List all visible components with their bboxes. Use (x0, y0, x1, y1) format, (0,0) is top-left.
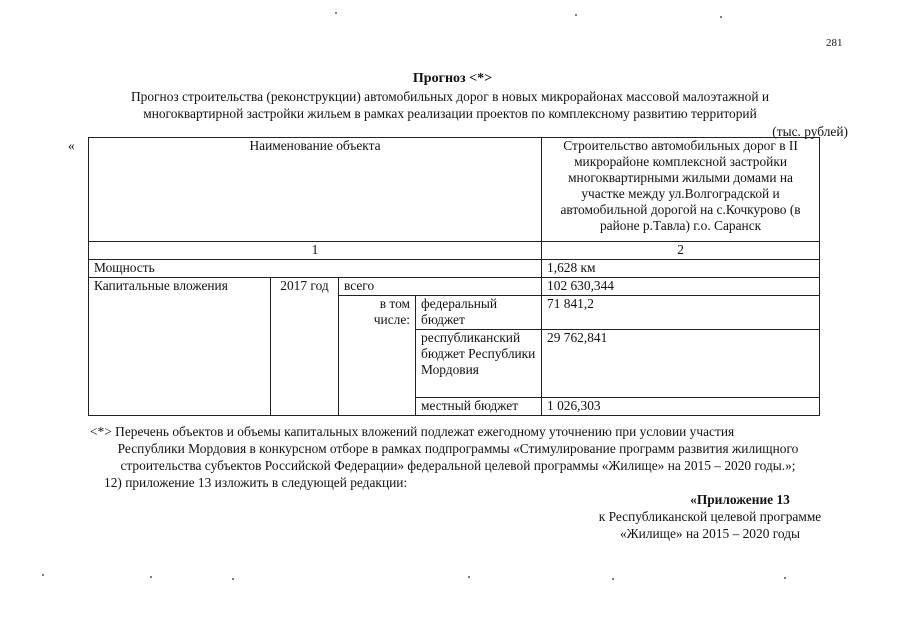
local-label: местный бюджет (416, 398, 542, 416)
appendix-line-2: «Жилище» на 2015 – 2020 годы (619, 526, 801, 541)
total-label: всего (339, 278, 542, 296)
total-value: 102 630,344 (542, 278, 820, 296)
federal-label: федеральный бюджет (416, 296, 542, 330)
subtitle-line-1: Прогноз строительства (реконструкции) автомобильных дорог в новых микрорайонах массовой малоэтажной и (131, 89, 769, 104)
document-title: Прогноз <*> (412, 71, 493, 86)
unit-label: (тыс. рублей) (772, 124, 848, 139)
republic-label: республиканский бюджет Республики Мордовия (416, 330, 542, 398)
including-label: в том числе: (339, 296, 416, 416)
header-name-cell: Наименование объекта (89, 138, 542, 242)
footnote-line-3: строительства субъектов Российской Федерации» федеральной целевой программы «Жилище» на 2015 – 2020 годы.»; (120, 458, 796, 473)
column-number-1: 1 (89, 242, 542, 260)
footnote-line-2: Республики Мордовия в конкурсном отборе в рамках подпрограммы «Стимулирование программ развития жилищного (117, 441, 799, 456)
amendment-line: 12) приложение 13 изложить в следующей редакции: (104, 475, 408, 490)
forecast-table (88, 137, 820, 416)
footnote-block (68, 423, 848, 491)
capacity-label: Мощность (89, 260, 542, 278)
document-subtitle (60, 88, 840, 122)
column-number-2: 2 (542, 242, 820, 260)
opening-quote: « (68, 138, 75, 153)
year-cell: 2017 год (271, 278, 339, 416)
footnote-line-1: <*> Перечень объектов и объемы капитальных вложений подлежат ежегодному уточнению при условии участия (90, 424, 735, 439)
appendix-title: «Приложение 13 (690, 492, 790, 507)
federal-value: 71 841,2 (542, 296, 820, 330)
capacity-value: 1,628 км (542, 260, 820, 278)
header-object-cell: Строительство автомобильных дорог в II микрорайоне комплексной застройки многоквартирными жилыми домами на участке между ул.Волгоградской и автомобильной дорогой на с.Кочкурово (в районе р.Тавла) г.о. Саранск (542, 138, 820, 242)
republic-value: 29 762,841 (542, 330, 820, 398)
page-number: 281 (826, 37, 843, 49)
capital-label: Капитальные вложения (89, 278, 271, 416)
appendix-heading (560, 491, 860, 542)
appendix-line-1: к Республиканской целевой программе (598, 509, 822, 524)
local-value: 1 026,303 (542, 398, 820, 416)
subtitle-line-2: многоквартирной застройки жильем в рамках реализации проектов по комплексному развитию территорий (143, 106, 757, 121)
